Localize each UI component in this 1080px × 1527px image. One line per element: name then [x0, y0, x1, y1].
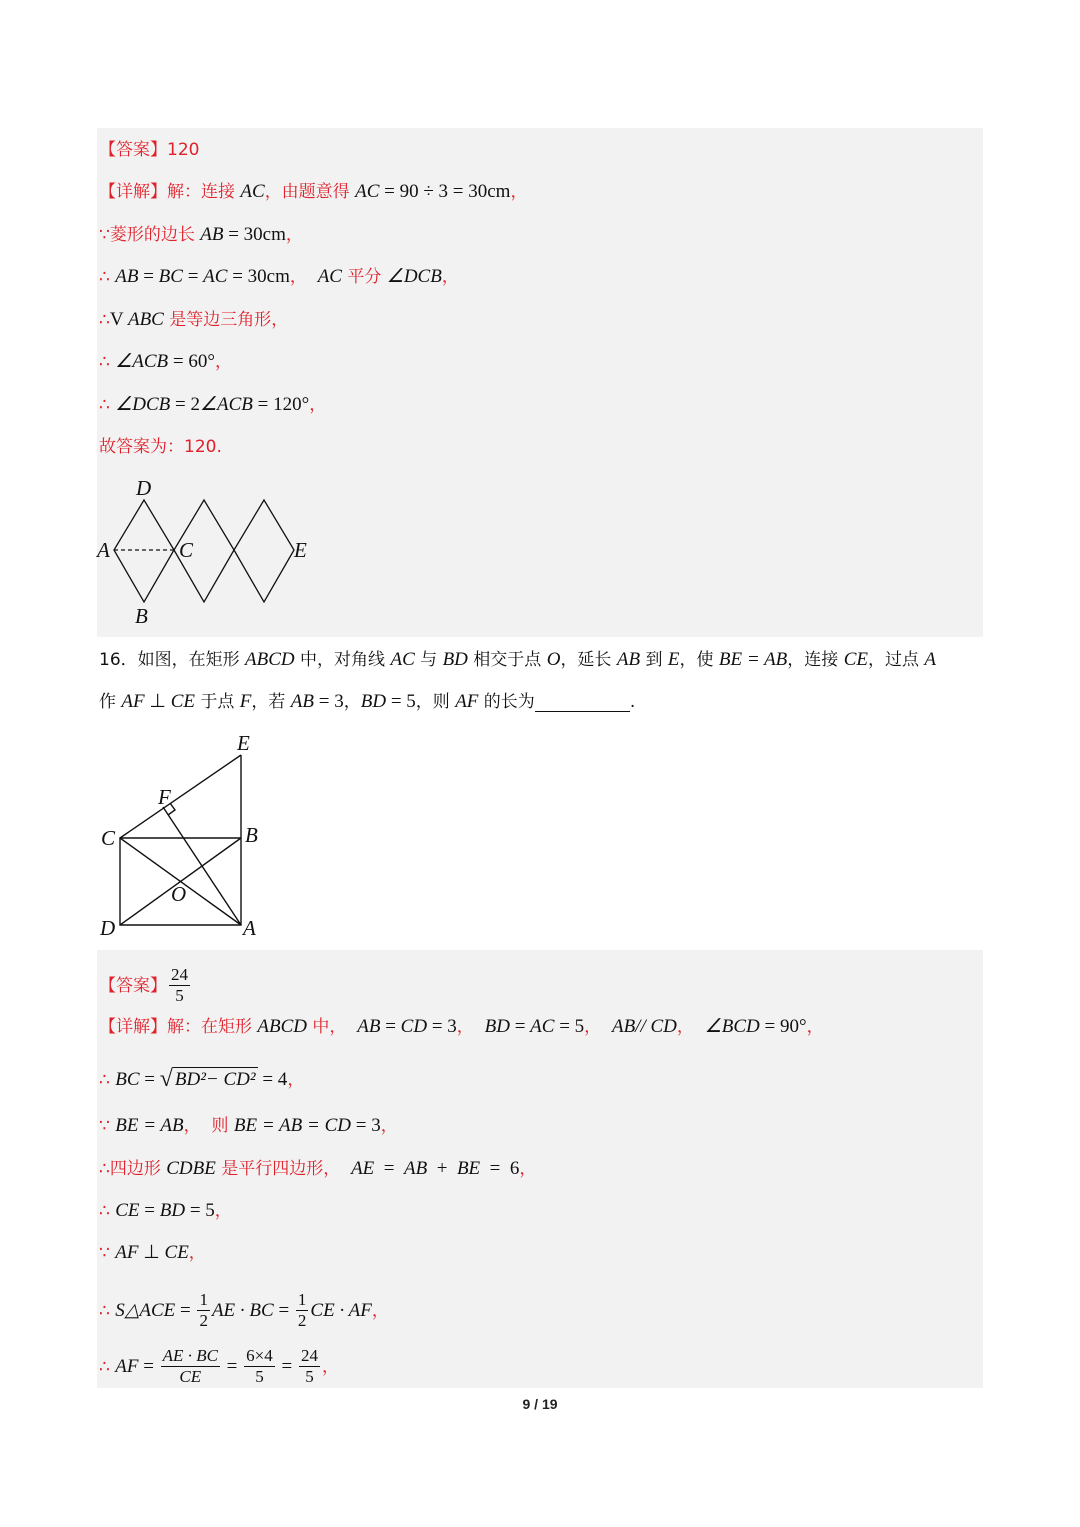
answer15-line	[99, 308, 288, 332]
fraction-den: 2	[297, 1311, 307, 1330]
text-segment: 【答案】	[99, 140, 167, 160]
rectangle-figure	[95, 728, 275, 943]
text-segment: ∴	[99, 1356, 116, 1377]
text-segment: 【详解】解：在矩形	[99, 1017, 258, 1037]
text-segment: ，	[214, 1201, 232, 1221]
label-A: A	[243, 916, 256, 940]
math-expression: AC	[390, 649, 415, 670]
fraction	[169, 965, 190, 1006]
text-segment: 中，	[307, 1017, 358, 1037]
answer15-line	[99, 265, 459, 289]
label-D: D	[136, 476, 152, 500]
text-segment: ，	[343, 692, 361, 712]
text-segment: ∴	[99, 1069, 116, 1090]
text-segment: ，	[287, 1069, 305, 1090]
math-expression: AB	[200, 224, 224, 245]
text-segment: .	[629, 692, 636, 712]
text-segment: ，	[441, 267, 459, 287]
text-segment: ∴	[99, 1300, 116, 1321]
text-segment: =	[374, 1158, 404, 1179]
math-expression: BD	[360, 691, 387, 712]
text-segment: = 90 ÷ 3 = 30cm	[379, 181, 511, 202]
square-root	[160, 1067, 258, 1092]
math-expression: CE	[164, 1242, 189, 1263]
text-segment: ，	[309, 395, 327, 415]
question16-line	[99, 648, 936, 672]
text-segment: = 120°	[252, 394, 310, 415]
math-expression: BC	[158, 266, 183, 287]
text-segment: = 3	[314, 691, 344, 712]
text-segment: ，	[510, 182, 528, 202]
label-F: F	[158, 785, 171, 809]
math-expression: BD	[159, 1200, 186, 1221]
math-expression: CE · AF	[310, 1299, 372, 1321]
answer16-line	[99, 1241, 206, 1265]
math-expression: AC	[203, 266, 228, 287]
label-D: D	[100, 916, 116, 940]
label-A: A	[97, 538, 110, 562]
answer15-line	[99, 393, 326, 417]
text-segment: ，连接	[787, 650, 844, 670]
text-segment: ∵	[99, 1116, 116, 1136]
text-segment: = 5	[554, 1016, 585, 1037]
answer16-line	[99, 1346, 339, 1387]
math-expression: AC	[240, 181, 265, 202]
fraction-num: AE · BC	[162, 1346, 218, 1365]
label-C: C	[179, 538, 194, 562]
label-B: B	[135, 604, 148, 625]
math-expression: CDBE	[166, 1158, 216, 1179]
text-segment: ，则	[415, 692, 456, 712]
text-segment: =	[380, 1016, 401, 1037]
answer16-line	[99, 965, 192, 1006]
text-segment: ，	[214, 352, 232, 372]
math-expression: ∠DCB	[386, 266, 442, 287]
text-segment: ∴	[99, 352, 116, 372]
math-expression: ∠ACB	[115, 351, 169, 372]
math-expression: BE = AB	[115, 1115, 184, 1136]
text-segment: ，过点	[867, 650, 925, 670]
math-expression: AF	[121, 691, 145, 712]
math-expression: CD	[400, 1016, 428, 1037]
math-expression: ABC	[127, 309, 164, 330]
math-expression: ABCD	[245, 649, 295, 670]
math-expression: ∠BCD	[704, 1016, 760, 1037]
math-expression: F	[239, 691, 252, 712]
text-segment: =	[138, 1355, 159, 1377]
text-segment: =	[509, 1016, 531, 1037]
math-expression: AB// CD	[611, 1016, 677, 1037]
math-expression: S	[115, 1299, 125, 1321]
text-segment: ，	[676, 1017, 705, 1037]
text-segment: = 5	[386, 691, 416, 712]
page-number: 9 / 19	[522, 1396, 558, 1412]
text-segment: ，	[289, 267, 318, 287]
text-segment: =	[139, 1200, 160, 1221]
math-expression: BC	[115, 1068, 140, 1090]
math-expression: CE	[843, 649, 868, 670]
text-segment: = 90°	[759, 1016, 807, 1037]
radical-sign-icon: √	[159, 1066, 173, 1092]
text-segment: = 5	[185, 1200, 215, 1221]
math-expression: BE	[456, 1158, 481, 1179]
math-expression: AC	[317, 266, 342, 287]
text-segment: ，	[285, 225, 303, 245]
math-expression: CE	[115, 1200, 140, 1221]
subscript: △ACE	[124, 1299, 176, 1321]
answer16-line	[99, 1067, 304, 1092]
text-segment: ，	[584, 1017, 612, 1037]
math-expression: BD	[484, 1016, 510, 1037]
question16-line	[99, 690, 635, 714]
fraction	[244, 1346, 275, 1387]
answer15-line	[99, 180, 527, 204]
text-segment: =	[276, 1355, 297, 1377]
math-expression: AB	[357, 1016, 381, 1037]
text-segment: ⊥	[144, 691, 171, 712]
answer16-line	[99, 1157, 536, 1181]
math-expression: AB	[616, 649, 641, 670]
text-segment: ∴	[99, 395, 116, 415]
text-segment: 16．如图，在矩形	[99, 650, 246, 670]
rhombus-figure	[95, 475, 320, 625]
label-E: E	[294, 538, 307, 562]
text-segment: ∴	[99, 267, 116, 287]
text-segment: ，	[371, 1300, 389, 1321]
answer16-line	[99, 1015, 824, 1039]
text-segment: = 3	[350, 1115, 381, 1136]
fraction-num: 1	[199, 1290, 208, 1309]
text-segment: 【答案】	[99, 975, 167, 996]
math-expression: AB	[115, 266, 139, 287]
math-expression: BD	[442, 649, 468, 670]
math-expression: AB	[290, 691, 315, 712]
text-segment: 中，对角线	[294, 650, 391, 670]
fraction-den: 5	[175, 986, 184, 1005]
label-O: O	[171, 882, 187, 906]
text-segment: ，若	[251, 692, 291, 712]
text-segment: ⊥	[138, 1242, 165, 1263]
label-E: E	[237, 731, 250, 755]
text-segment: = 6	[480, 1158, 520, 1179]
text-segment: V	[109, 309, 128, 330]
text-segment: = 30cm	[227, 266, 290, 287]
math-expression: AF	[115, 1242, 139, 1263]
text-segment: =	[182, 266, 204, 287]
answer15-line	[99, 138, 199, 162]
math-expression: E	[667, 649, 680, 670]
label-C: C	[101, 826, 116, 850]
answer15-line	[99, 350, 232, 374]
text-segment: ∴四边形	[99, 1159, 167, 1179]
text-segment: =	[221, 1355, 243, 1377]
text-segment: ，	[456, 1017, 485, 1037]
fraction-den: CE	[179, 1367, 202, 1386]
fraction-den: 5	[255, 1367, 264, 1386]
text-segment: ，由题意得	[264, 182, 356, 202]
fraction	[197, 1290, 210, 1331]
answer15-line	[99, 435, 222, 459]
text-segment: ∵菱形的边长	[99, 225, 201, 245]
text-segment: =	[273, 1299, 294, 1321]
text-segment: ，	[188, 1243, 206, 1263]
text-segment: ，	[380, 1116, 398, 1136]
fraction	[161, 1346, 220, 1387]
fraction-num: 24	[300, 1346, 318, 1365]
text-segment: 【详解】解：连接	[99, 182, 241, 202]
label-B: B	[245, 823, 258, 847]
text-segment: = 4	[257, 1068, 288, 1090]
text-segment: =	[139, 1068, 160, 1090]
fraction	[299, 1346, 320, 1387]
text-segment: 于点	[194, 692, 240, 712]
math-expression: AE · BC	[211, 1299, 274, 1321]
text-segment: 的长为	[478, 692, 535, 712]
text-segment: 平分	[341, 267, 387, 287]
text-segment: +	[427, 1158, 457, 1179]
text-segment: = 60°	[168, 351, 215, 372]
math-expression: AB	[404, 1158, 428, 1179]
math-expression: AC	[355, 181, 380, 202]
answer16-line	[99, 1290, 389, 1331]
math-expression: O	[546, 649, 561, 670]
text-segment: ，延长	[560, 650, 617, 670]
math-expression: AF	[115, 1355, 139, 1377]
answer-blank	[535, 693, 630, 712]
math-expression: ∠DCB	[115, 394, 171, 415]
text-segment: ∵	[99, 1243, 116, 1263]
text-segment: 是平行四边形，	[215, 1159, 352, 1179]
fraction-den: 5	[305, 1367, 314, 1386]
math-expression: ∠ACB	[200, 394, 253, 415]
answer16-line	[99, 1199, 232, 1223]
text-segment: ，	[806, 1017, 824, 1037]
fraction-den: 2	[199, 1311, 208, 1330]
text-segment: 作	[99, 692, 122, 712]
text-segment: ， 则	[183, 1116, 234, 1136]
text-segment: 到	[640, 650, 668, 670]
math-expression: AC	[530, 1016, 555, 1037]
text-segment: =	[138, 266, 159, 287]
text-segment: ∴	[99, 310, 110, 330]
math-expression: ABCD	[257, 1016, 308, 1037]
math-expression: AF	[455, 691, 479, 712]
text-segment: 故答案为：120.	[99, 437, 222, 457]
text-segment: ∴	[99, 1201, 116, 1221]
text-segment: ，使	[679, 650, 719, 670]
radicand: BD²− CD²	[174, 1069, 256, 1090]
text-segment: 相交于点	[467, 650, 547, 670]
text-segment: 是等边三角形，	[163, 310, 289, 330]
fraction	[296, 1290, 309, 1331]
text-segment: =	[175, 1299, 196, 1321]
text-segment: = 3	[427, 1016, 457, 1037]
answer16-line	[99, 1114, 398, 1138]
math-expression: CE	[170, 691, 195, 712]
text-segment: = 30cm	[223, 224, 286, 245]
text-segment: ，	[519, 1159, 537, 1179]
fraction-num: 24	[171, 965, 188, 984]
fraction-num: 1	[297, 1290, 307, 1309]
answer15-line	[99, 223, 303, 247]
math-expression: A	[924, 649, 936, 670]
math-expression: BE = AB	[718, 649, 788, 670]
math-expression: AE	[351, 1158, 375, 1179]
fraction-num: 6×4	[246, 1346, 273, 1365]
text-segment: ，	[321, 1356, 339, 1377]
text-segment: 与	[414, 650, 443, 670]
text-segment: = 2	[170, 394, 200, 415]
text-segment: 120	[167, 140, 200, 160]
math-expression: BE = AB = CD	[233, 1115, 351, 1136]
